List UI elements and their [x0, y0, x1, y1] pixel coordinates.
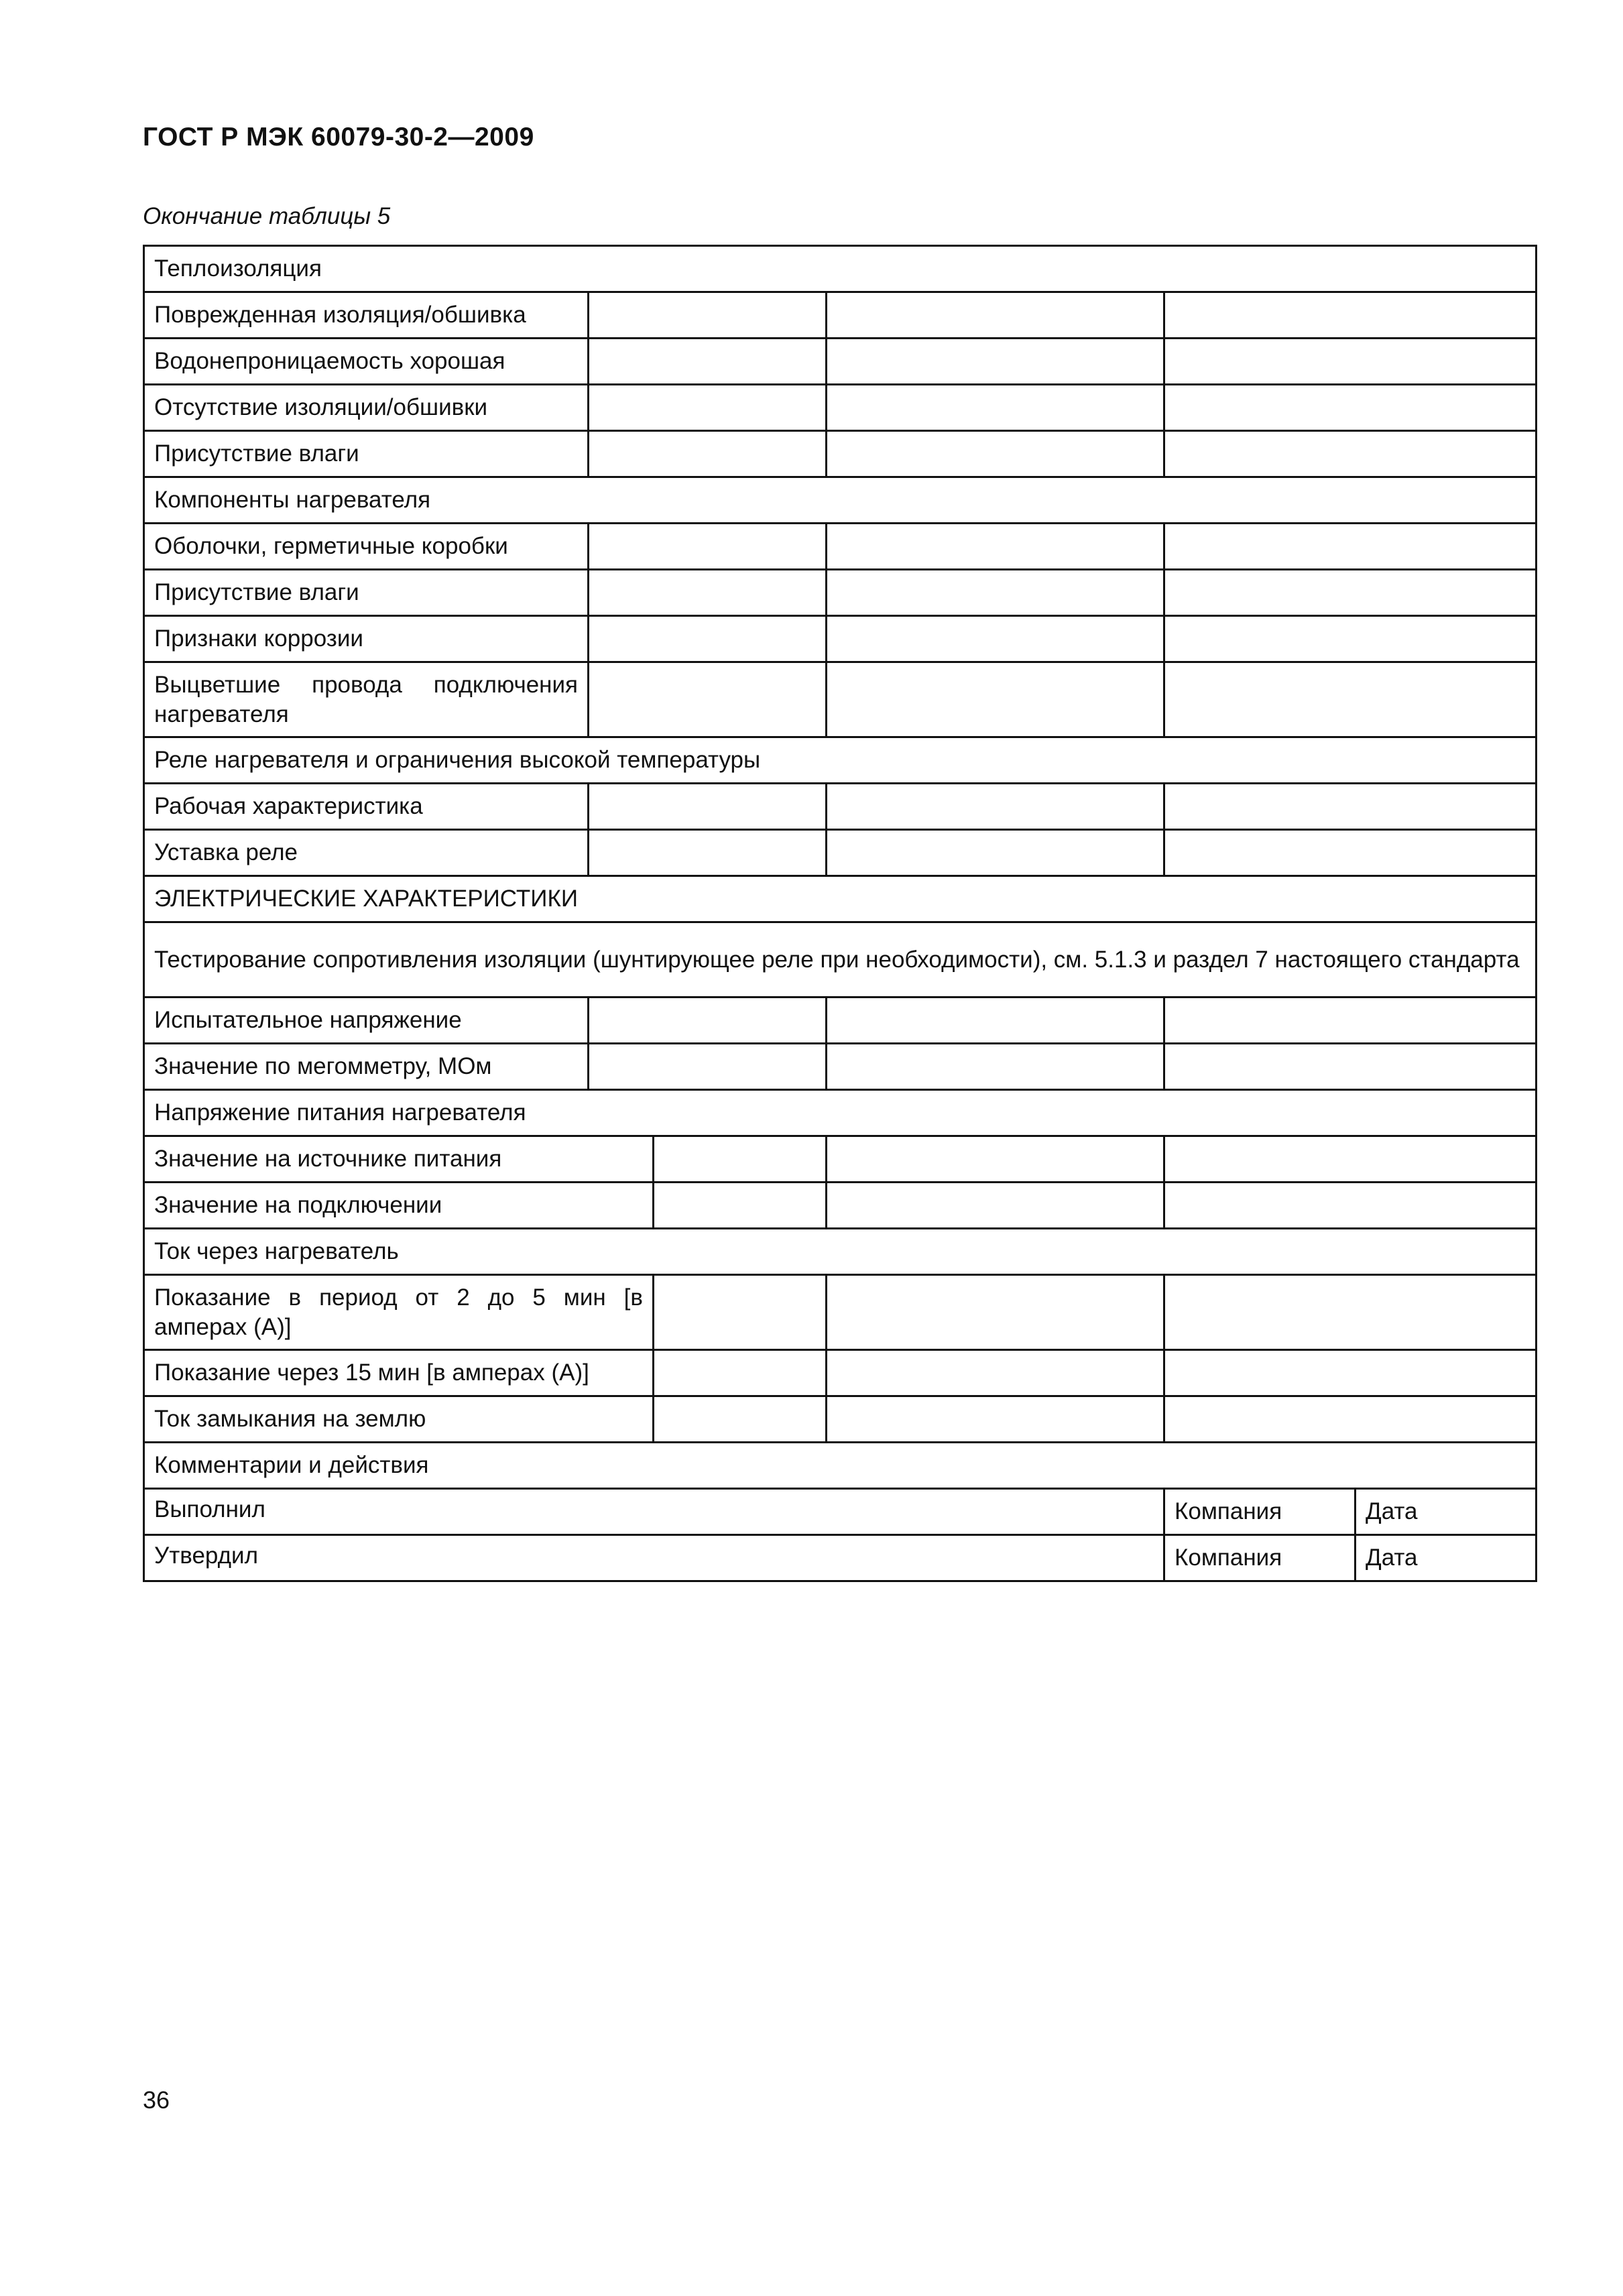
entry-cell [827, 1396, 1164, 1443]
table-row [144, 662, 1537, 737]
row-label: Рабочая характеристика [144, 784, 589, 830]
entry-cell [1164, 662, 1537, 737]
date-label: Дата [1356, 1535, 1537, 1581]
entry-cell [589, 339, 827, 385]
table-row [144, 1136, 1537, 1183]
entry-cell [827, 1136, 1164, 1183]
entry-cell [654, 1183, 827, 1229]
entry-cell [1164, 524, 1537, 570]
entry-cell [1164, 830, 1537, 876]
entry-cell [827, 1183, 1164, 1229]
row-label: Отсутствие изоляции/обшивки [144, 385, 589, 431]
entry-cell [827, 1275, 1164, 1350]
entry-cell [1164, 1350, 1537, 1396]
row-label: Выцветшие провода подключения нагревателя [144, 662, 589, 737]
entry-cell [827, 784, 1164, 830]
entry-cell [827, 570, 1164, 616]
table-row [144, 1396, 1537, 1443]
section-heater-components: Компоненты нагревателя [144, 477, 1537, 524]
row-label: Присутствие влаги [144, 570, 589, 616]
section-row [144, 1229, 1537, 1275]
row-label: Показание через 15 мин [в амперах (А)] [144, 1350, 654, 1396]
entry-cell [827, 830, 1164, 876]
table-row [144, 570, 1537, 616]
entry-cell [1164, 339, 1537, 385]
entry-cell [1164, 385, 1537, 431]
entry-cell [589, 385, 827, 431]
entry-cell [589, 1044, 827, 1090]
row-label: Ток замыкания на землю [144, 1396, 654, 1443]
table-row [144, 339, 1537, 385]
entry-cell [827, 524, 1164, 570]
section-relay: Реле нагревателя и ограничения высокой температуры [144, 737, 1537, 784]
approved-by-label: Утвердил [144, 1535, 1164, 1581]
table-caption: Окончание таблицы 5 [143, 203, 391, 229]
row-label: Значение на источнике питания [144, 1136, 654, 1183]
table-row [144, 1044, 1537, 1090]
row-label: Признаки коррозии [144, 616, 589, 662]
row-label: Уставка реле [144, 830, 589, 876]
table-row [144, 524, 1537, 570]
table-row [144, 1350, 1537, 1396]
entry-cell [827, 1350, 1164, 1396]
entry-cell [654, 1136, 827, 1183]
entry-cell [827, 662, 1164, 737]
company-label: Компания [1164, 1535, 1356, 1581]
entry-cell [1164, 998, 1537, 1044]
section-insulation: Теплоизоляция [144, 246, 1537, 292]
entry-cell [1164, 570, 1537, 616]
table-row [144, 616, 1537, 662]
section-supply-voltage: Напряжение питания нагревателя [144, 1090, 1537, 1136]
entry-cell [1164, 1136, 1537, 1183]
table-row [144, 1183, 1537, 1229]
entry-cell [827, 339, 1164, 385]
row-label: Значение по мегомметру, МОм [144, 1044, 589, 1090]
section-insulation-test: Тестирование сопротивления изоляции (шунтирующее реле при необходимости), см. 5.1.3 и раздел 7 настоящего стандарта [144, 922, 1537, 998]
entry-cell [589, 616, 827, 662]
row-label: Испытательное напряжение [144, 998, 589, 1044]
entry-cell [589, 431, 827, 477]
entry-cell [589, 830, 827, 876]
signoff-row [144, 1535, 1537, 1581]
entry-cell [589, 998, 827, 1044]
row-label: Поврежденная изоляция/обшивка [144, 292, 589, 339]
entry-cell [1164, 1044, 1537, 1090]
table-row [144, 830, 1537, 876]
entry-cell [1164, 431, 1537, 477]
section-row [144, 246, 1537, 292]
entry-cell [1164, 616, 1537, 662]
table-row [144, 784, 1537, 830]
row-label: Водонепроницаемость хорошая [144, 339, 589, 385]
section-row [144, 477, 1537, 524]
entry-cell [1164, 1183, 1537, 1229]
table-row [144, 292, 1537, 339]
entry-cell [827, 1044, 1164, 1090]
document-header: ГОСТ Р МЭК 60079-30-2—2009 [143, 123, 534, 152]
entry-cell [589, 662, 827, 737]
entry-cell [1164, 292, 1537, 339]
section-comments: Комментарии и действия [144, 1443, 1537, 1489]
row-label: Присутствие влаги [144, 431, 589, 477]
entry-cell [654, 1275, 827, 1350]
section-row [144, 1090, 1537, 1136]
table-row [144, 998, 1537, 1044]
entry-cell [589, 784, 827, 830]
date-label: Дата [1356, 1489, 1537, 1535]
section-current: Ток через нагреватель [144, 1229, 1537, 1275]
row-label: Показание в период от 2 до 5 мин [в амперах (А)] [144, 1275, 654, 1350]
table-row [144, 1275, 1537, 1350]
table-row [144, 385, 1537, 431]
entry-cell [827, 431, 1164, 477]
entry-cell [654, 1350, 827, 1396]
entry-cell [589, 524, 827, 570]
entry-cell [827, 385, 1164, 431]
section-row [144, 876, 1537, 922]
row-label: Оболочки, герметичные коробки [144, 524, 589, 570]
section-row [144, 922, 1537, 998]
page-number: 36 [143, 2086, 170, 2114]
entry-cell [1164, 1275, 1537, 1350]
signoff-row [144, 1489, 1537, 1535]
entry-cell [827, 292, 1164, 339]
entry-cell [589, 292, 827, 339]
section-electrical: ЭЛЕКТРИЧЕСКИЕ ХАРАКТЕРИСТИКИ [144, 876, 1537, 922]
entry-cell [827, 616, 1164, 662]
entry-cell [827, 998, 1164, 1044]
entry-cell [589, 570, 827, 616]
table-row [144, 431, 1537, 477]
performed-by-label: Выполнил [144, 1489, 1164, 1535]
entry-cell [654, 1396, 827, 1443]
section-row [144, 737, 1537, 784]
inspection-table [143, 245, 1537, 1582]
entry-cell [1164, 784, 1537, 830]
section-row [144, 1443, 1537, 1489]
company-label: Компания [1164, 1489, 1356, 1535]
entry-cell [1164, 1396, 1537, 1443]
row-label: Значение на подключении [144, 1183, 654, 1229]
